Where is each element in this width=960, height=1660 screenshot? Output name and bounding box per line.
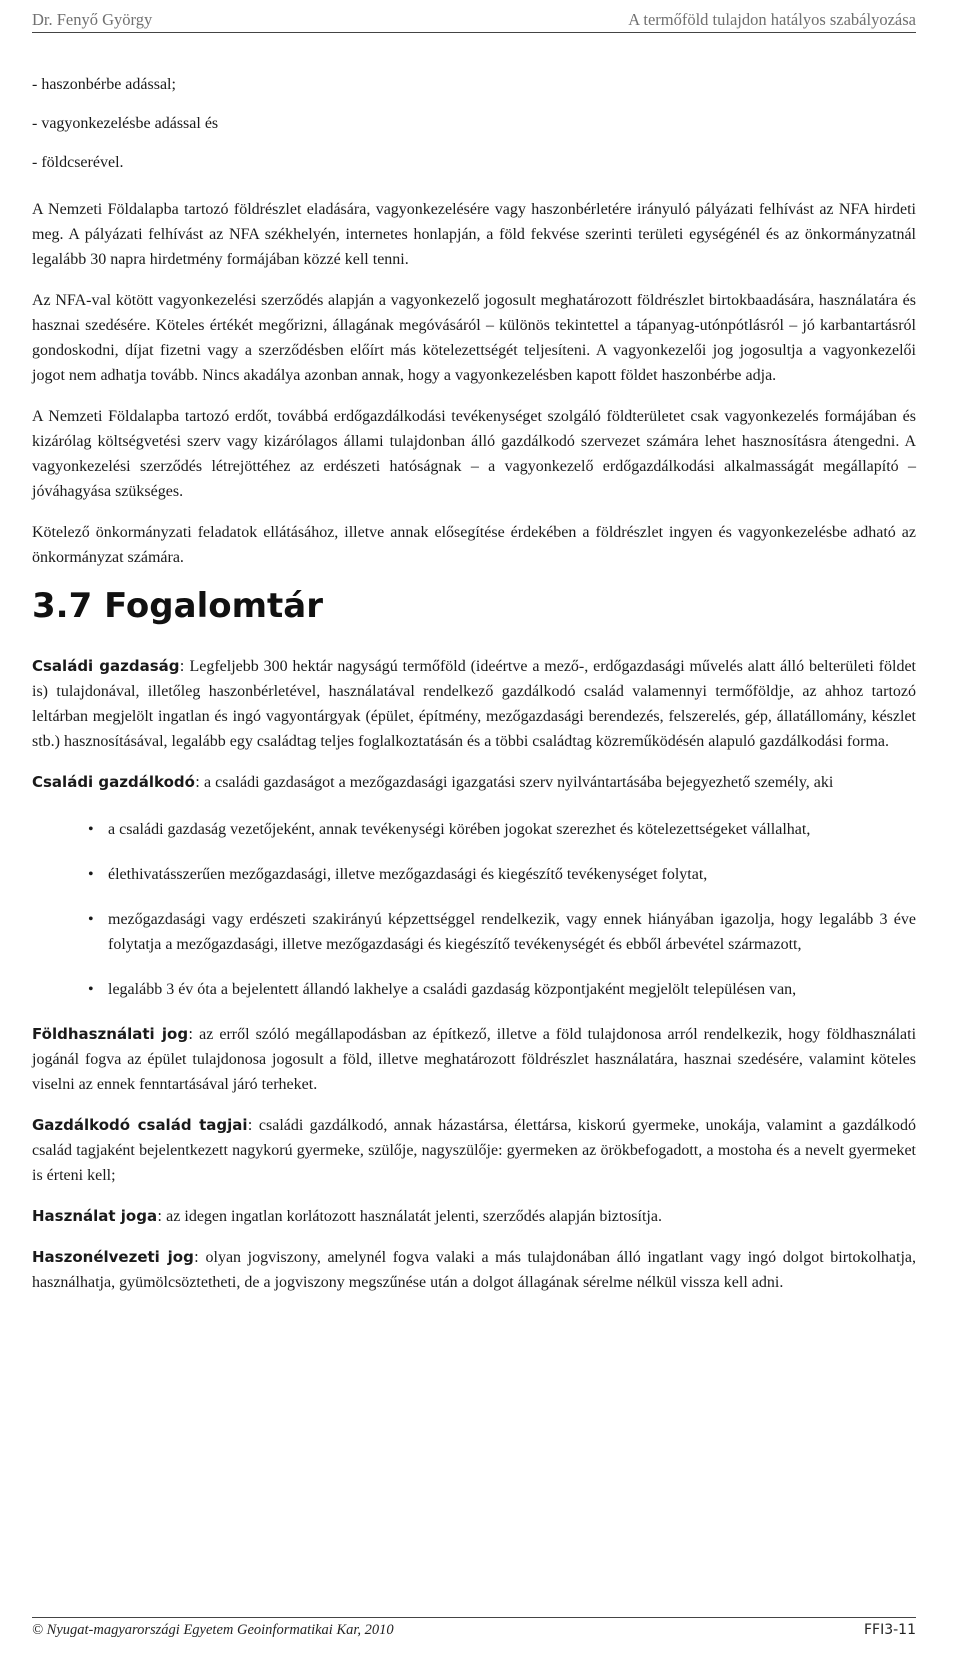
glossary-definition: az erről szóló megállapodásban az építkező, illetve a föld tulajdonosa arról rendelkezik, hogy földhasználati jogánál fogva az épület tulajdonosa jogosult a föld, illetve meghatározott földrészlet használatára, hasznai szedésére, valamint köteles viselni az ennek fenntartásával járó terheket. [32,1026,917,1093]
glossary-term: Családi gazdálkodó [32,773,195,791]
bullet-icon: • [88,866,94,883]
glossary-term: Családi gazdaság [32,657,180,675]
term-separator: : [194,773,200,791]
glossary-definition: a családi gazdaságot a mezőgazdasági igazgatási szerv nyilvántartásába bejegyezhető személy, aki [204,774,834,791]
intro-dash-list [32,72,916,175]
list-item-text: élethivatásszerűen mezőgazdasági, illetve mezőgazdasági és kiegészítő tevékenységet folytat, [108,866,708,883]
glossary-definition: olyan jogviszony, amelynél fogva valaki a más tulajdonában álló ingatlant vagy ingó dolgot birtokolhatja, használhatja, gyümölcsöztetheti, de a jogviszony megszűnése után a dolgot állagának sérelme nélkül vissza kell adni. [32,1249,916,1291]
glossary-term: Földhasználati jog [32,1025,189,1043]
glossary-entry-gazdalkodo-csalad-tagjai [32,1113,916,1188]
page-header [32,0,916,30]
page-content [32,72,916,1311]
term-separator: : [247,1116,253,1134]
section-title: Fogalomtár [104,586,323,626]
section-number: 3.7 [32,586,93,626]
page-footer [32,1622,916,1639]
footer-copyright: © Nyugat-magyarországi Egyetem Geoinformatikai Kar, 2010 [32,1622,394,1638]
list-item [88,862,916,887]
list-item [88,817,916,842]
term-separator: : [179,657,185,675]
glossary-entry-haszonelvezeti-jog [32,1245,916,1295]
glossary-definition: családi gazdálkodó, annak házastársa, élettársa, kiskorú gyermeke, unokája, valamint a gazdálkodó család tagjaként bejelentkezett nagykorú gyermeke, szülője, nagyszülője: gyermeken az örökbefogadott, a mostoha és a nevelt gyermeket is érteni kell; [32,1117,916,1184]
paragraph-nfa-tender: A Nemzeti Földalapba tartozó földrészlet eladására, vagyonkezelésére vagy haszonbérletére irányuló pályázati felhívást az NFA hirdeti meg. A pályázati felhívást az NFA székhelyén, internetes honlapján, a föld fekvése szerinti területi egységénél és az önkormányzatnál legalább 30 napra hirdetmény formájában közzé kell tenni. [32,201,916,268]
list-item [88,907,916,957]
page-number: FFI3-11 [863,1622,916,1638]
document-page [32,0,916,1660]
section-heading [32,586,916,626]
bullet-icon: • [88,911,94,928]
paragraph-asset-management: Az NFA-val kötött vagyonkezelési szerződés alapján a vagyonkezelő jogosult meghatározott földrészlet birtokbaadására, használatára és hasznai szedésére. Köteles értékét megőrizni, állagának megóvásáról – különös tekintettel a tápanyag-utónpótlásról – jó karbantartásról gondoskodni, díjat fizetni vagy a szerződésben előírt más kötelezettségét teljesíteni. A vagyonkezelői jog jogosultja a vagyonkezelői jogot nem adhatja tovább. Nincs akadálya azonban annak, hogy a vagyonkezelésben kapott földet haszonbérbe adja. [32,292,916,384]
header-rule [32,32,916,33]
family-farmer-criteria-list [32,817,916,1002]
glossary-definition: az idegen ingatlan korlátozott használatát jelenti, szerződés alapján biztosítja. [166,1208,662,1225]
list-item [88,977,916,1002]
header-title: A termőföld tulajdon hatályos szabályozása [628,10,916,29]
dash-list-item: - haszonbérbe adással; [32,76,176,93]
header-author: Dr. Fenyő György [32,10,153,29]
list-item-text: a családi gazdaság vezetőjeként, annak tevékenységi körében jogokat szerezhet és kötelezettségeket vállalhat, [108,821,811,838]
list-item-text: mezőgazdasági vagy erdészeti szakirányú képzettséggel rendelkezik, vagy ennek hiányában igazolja, hogy legalább 3 éve folytatja a mezőgazdasági, illetve mezőgazdasági és kiegészítő tevékenységét és ebből árbevétel származott, [108,911,916,953]
glossary-term: Használat joga [32,1207,158,1225]
term-separator: : [193,1248,199,1266]
glossary-definition: Legfeljebb 300 hektár nagyságú termőföld (ideértve a mező-, erdőgazdasági művelés alatt álló belterületi földet is) tulajdonával, illetőleg haszonbérletével, használatával rendelkező gazdálkodó család valamennyi termőföldje, az ahhoz tartozó leltárban megjelölt ingatlan és ingó vagyontárgyak (épület, építmény, mezőgazdasági berendezés, felszerelés, gép, állatállomány, készlet stb.) hasznosításával, legalább egy családtag teljes foglalkoztatásán és a többi családtag közreműködésén alapuló gazdálkodási forma. [32,658,917,750]
glossary-entry-csaladi-gazdalkodo [32,770,916,795]
term-separator: : [157,1207,163,1225]
glossary-term: Gazdálkodó család tagjai [32,1116,248,1134]
dash-list-item: - földcserével. [32,154,124,171]
bullet-icon: • [88,821,94,838]
glossary-entry-hasznalat-joga [32,1204,916,1229]
bullet-icon: • [88,981,94,998]
dash-list-item: - vagyonkezelésbe adással és [32,115,219,132]
term-separator: : [188,1025,194,1043]
footer-rule [32,1617,916,1618]
paragraph-municipality: Kötelező önkormányzati feladatok ellátásához, illetve annak elősegítése érdekében a földrészlet ingyen és vagyonkezelésbe adható az önkormányzat számára. [32,524,916,566]
list-item-text: legalább 3 év óta a bejelentett állandó lakhelye a családi gazdaság központjaként megjelölt településen van, [108,981,797,998]
paragraph-forest: A Nemzeti Földalapba tartozó erdőt, továbbá erdőgazdálkodási tevékenységet szolgáló földterületet csak vagyonkezelés formájában és kizárólag költségvetési szerv vagy kizárólagos állami tulajdonban álló gazdálkodó szervezet számára lehet hasznosításra átengedni. A vagyonkezelési szerződés létrejöttéhez az erdészeti hatóságnak – a vagyonkezelő erdőgazdálkodási alkalmasságát megállapító – jóváhagyása szükséges. [32,408,916,500]
glossary-entry-csaladi-gazdasag [32,654,916,754]
glossary-term: Haszonélvezeti jog [32,1248,194,1266]
glossary-entry-foldhasznalati-jog [32,1022,916,1097]
